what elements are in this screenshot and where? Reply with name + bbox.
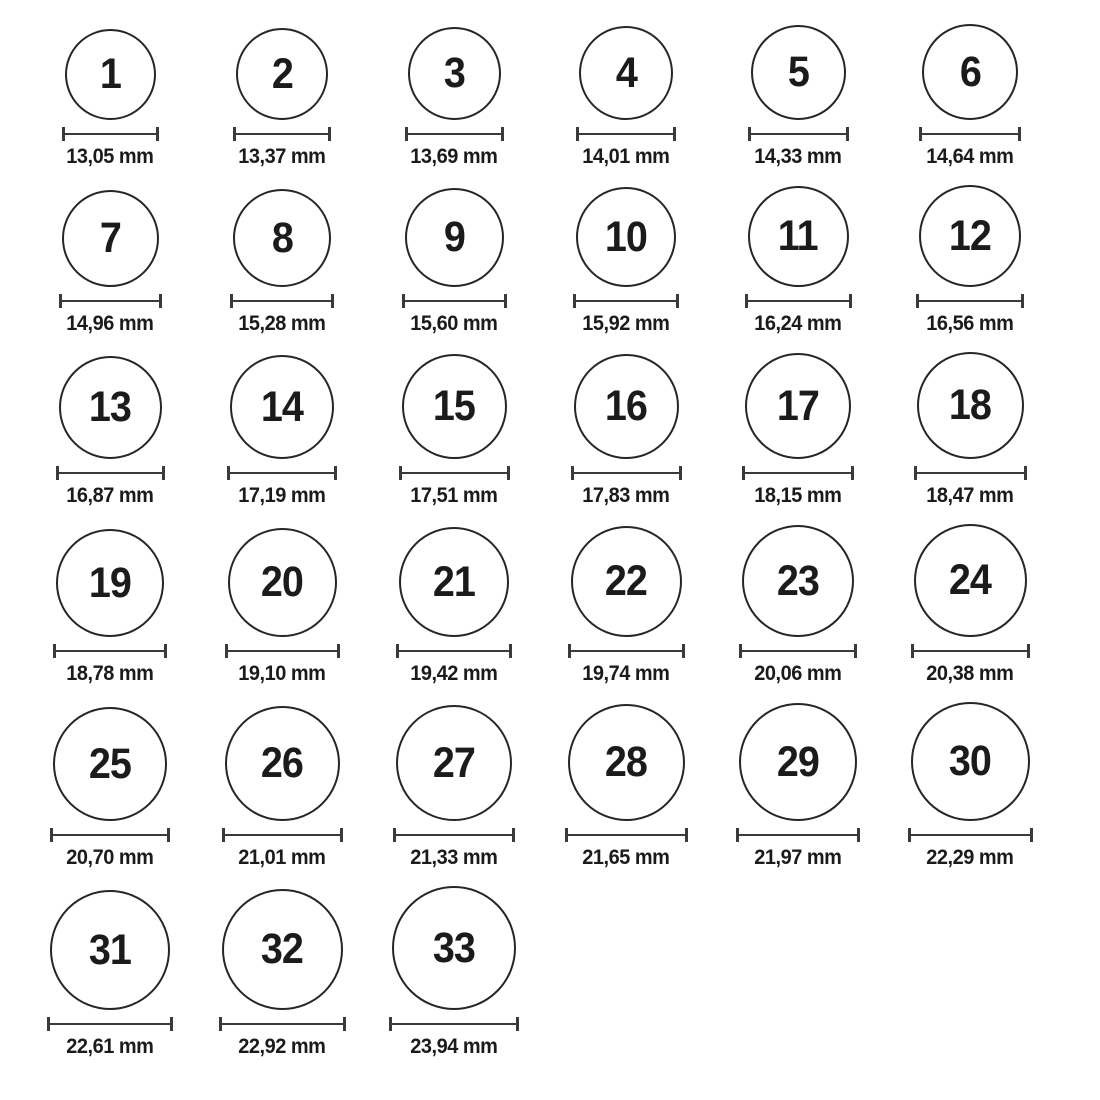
ring-size-item [884,524,1056,686]
diameter-label: 17,51 mm [410,484,498,507]
ring-size-number: 6 [959,47,981,96]
diameter-measure-bar [571,466,682,480]
diameter-measure-bar [219,1017,346,1031]
ring-size-number: 13 [88,383,132,431]
ring-circle [396,705,512,821]
diameter-label: 14,64 mm [926,145,1014,168]
diameter-measure-bar [745,294,852,308]
ring-size-item [368,886,540,1059]
ring-circle [230,355,334,459]
chart-row [24,24,1100,169]
diameter-measure-bar [742,466,854,480]
ring-circle [739,703,857,821]
ring-size-number: 8 [271,213,293,262]
ring-circle [53,707,167,821]
ring-size-item [196,28,368,169]
ring-size-number: 2 [271,49,293,98]
ring-size-number: 11 [778,212,818,260]
ring-size-item [368,354,540,508]
chart-row [24,886,1100,1059]
ring-size-item [24,356,196,508]
diameter-measure-bar [225,644,340,658]
ring-size-item [368,27,540,169]
ring-size-number: 20 [260,558,304,606]
ring-circle [56,529,164,637]
ring-circle [742,525,854,637]
ring-size-number: 22 [604,557,648,605]
ring-size-item [196,706,368,870]
ring-circle [914,524,1027,637]
diameter-label: 21,97 mm [754,846,842,869]
ring-circle [919,185,1021,287]
diameter-label: 19,10 mm [238,662,326,685]
ring-size-item [196,889,368,1059]
chart-row [24,702,1100,870]
ring-size-number: 23 [776,556,820,605]
ring-size-item [712,25,884,169]
chart-row [24,352,1100,508]
diameter-measure-bar [568,644,685,658]
ring-size-number: 30 [948,737,992,785]
ring-size-number: 33 [432,923,476,972]
ring-size-item [540,354,712,508]
diameter-measure-bar [402,294,507,308]
diameter-measure-bar [565,828,688,842]
ring-circle [576,187,676,287]
ring-size-item [540,26,712,169]
ring-size-item [24,890,196,1059]
diameter-measure-bar [56,466,165,480]
ring-size-number: 5 [787,48,809,96]
diameter-measure-bar [50,828,170,842]
ring-size-item [884,702,1056,870]
diameter-label: 15,28 mm [238,312,326,335]
ring-size-item [196,528,368,686]
diameter-label: 13,05 mm [66,145,154,168]
diameter-measure-bar [230,294,334,308]
diameter-measure-bar [919,127,1021,141]
diameter-label: 13,37 mm [238,145,326,168]
ring-size-item [712,353,884,508]
diameter-label: 15,60 mm [410,312,498,335]
ring-size-number: 4 [615,48,637,97]
ring-size-number: 12 [948,211,992,260]
ring-size-number: 19 [88,558,132,607]
diameter-label: 14,96 mm [66,312,154,335]
ring-size-item [884,24,1056,169]
diameter-label: 16,24 mm [754,312,842,335]
diameter-label: 17,19 mm [238,484,326,507]
ring-circle [402,354,507,459]
diameter-label: 22,61 mm [66,1035,154,1058]
diameter-label: 16,56 mm [926,312,1014,335]
ring-size-item [540,187,712,336]
diameter-label: 16,87 mm [66,484,154,507]
diameter-label: 18,78 mm [66,662,154,685]
ring-size-item [712,525,884,686]
ring-circle [922,24,1018,120]
ring-size-item [24,29,196,169]
ring-size-number: 29 [776,737,820,786]
ring-size-item [884,185,1056,336]
diameter-label: 22,92 mm [238,1035,326,1058]
diameter-label: 13,69 mm [410,145,498,168]
diameter-label: 14,01 mm [582,145,670,168]
ring-circle [574,354,679,459]
ring-size-number: 16 [604,382,648,430]
diameter-measure-bar [396,644,512,658]
diameter-measure-bar [59,294,162,308]
ring-circle [751,25,846,120]
ring-size-number: 26 [260,739,304,787]
ring-circle [392,886,516,1010]
ring-size-item [368,527,540,686]
ring-circle [745,353,851,459]
ring-size-number: 10 [604,212,648,261]
diameter-label: 17,83 mm [582,484,670,507]
ring-size-number: 27 [432,738,476,787]
ring-size-number: 25 [88,739,132,788]
ring-circle [911,702,1030,821]
diameter-measure-bar [405,127,504,141]
ring-circle [59,356,162,459]
ring-size-number: 24 [948,556,992,604]
ring-size-item [540,526,712,686]
ring-circle [236,28,328,120]
diameter-label: 18,15 mm [754,484,842,507]
diameter-measure-bar [573,294,679,308]
ring-circle [579,26,673,120]
ring-size-number: 7 [99,214,121,262]
diameter-measure-bar [576,127,676,141]
ring-circle [228,528,337,637]
diameter-measure-bar [393,828,515,842]
ring-size-item [884,352,1056,508]
diameter-measure-bar [53,644,167,658]
ring-size-number: 9 [443,213,465,261]
ring-size-number: 32 [260,925,304,973]
ring-size-number: 14 [260,382,304,431]
ring-circle [233,189,331,287]
diameter-label: 14,33 mm [754,145,842,168]
ring-size-item [712,703,884,870]
diameter-label: 19,42 mm [410,662,498,685]
diameter-measure-bar [227,466,337,480]
diameter-label: 20,70 mm [66,846,154,869]
diameter-label: 22,29 mm [926,846,1014,869]
diameter-measure-bar [911,644,1030,658]
diameter-measure-bar [389,1017,519,1031]
diameter-measure-bar [399,466,510,480]
ring-circle [50,890,170,1010]
chart-row [24,524,1100,686]
ring-circle [568,704,685,821]
ring-size-item [24,529,196,686]
diameter-label: 18,47 mm [926,484,1014,507]
ring-size-number: 17 [776,381,820,430]
diameter-measure-bar [748,127,849,141]
ring-size-number: 1 [99,50,121,98]
ring-size-item [196,355,368,508]
ring-size-number: 21 [432,557,476,606]
diameter-measure-bar [739,644,857,658]
ring-size-item [368,705,540,870]
ring-size-item [24,190,196,336]
ring-size-item [540,704,712,870]
ring-circle [405,188,504,287]
ring-size-number: 15 [432,382,476,430]
diameter-label: 20,38 mm [926,662,1014,685]
ring-circle [917,352,1024,459]
diameter-measure-bar [233,127,331,141]
chart-row [24,185,1100,336]
diameter-label: 21,33 mm [410,846,498,869]
ring-circle [225,706,340,821]
ring-circle [62,190,159,287]
diameter-measure-bar [736,828,860,842]
diameter-measure-bar [908,828,1033,842]
ring-size-item [196,189,368,336]
ring-circle [571,526,682,637]
ring-size-number: 31 [88,925,132,974]
diameter-label: 21,65 mm [582,846,670,869]
ring-circle [65,29,156,120]
diameter-measure-bar [47,1017,173,1031]
ring-size-item [368,188,540,336]
ring-size-number: 18 [948,381,992,429]
diameter-label: 21,01 mm [238,846,326,869]
diameter-label: 20,06 mm [754,662,842,685]
ring-size-item [712,186,884,336]
diameter-measure-bar [222,828,343,842]
ring-size-item [24,707,196,870]
ring-circle [222,889,343,1010]
ring-circle [408,27,501,120]
diameter-measure-bar [62,127,159,141]
diameter-measure-bar [914,466,1027,480]
diameter-label: 19,74 mm [582,662,670,685]
diameter-label: 23,94 mm [410,1035,498,1058]
diameter-label: 15,92 mm [582,312,670,335]
ring-size-number: 3 [443,49,465,97]
ring-circle [748,186,849,287]
ring-circle [399,527,509,637]
ring-size-number: 28 [604,738,648,786]
diameter-measure-bar [916,294,1024,308]
